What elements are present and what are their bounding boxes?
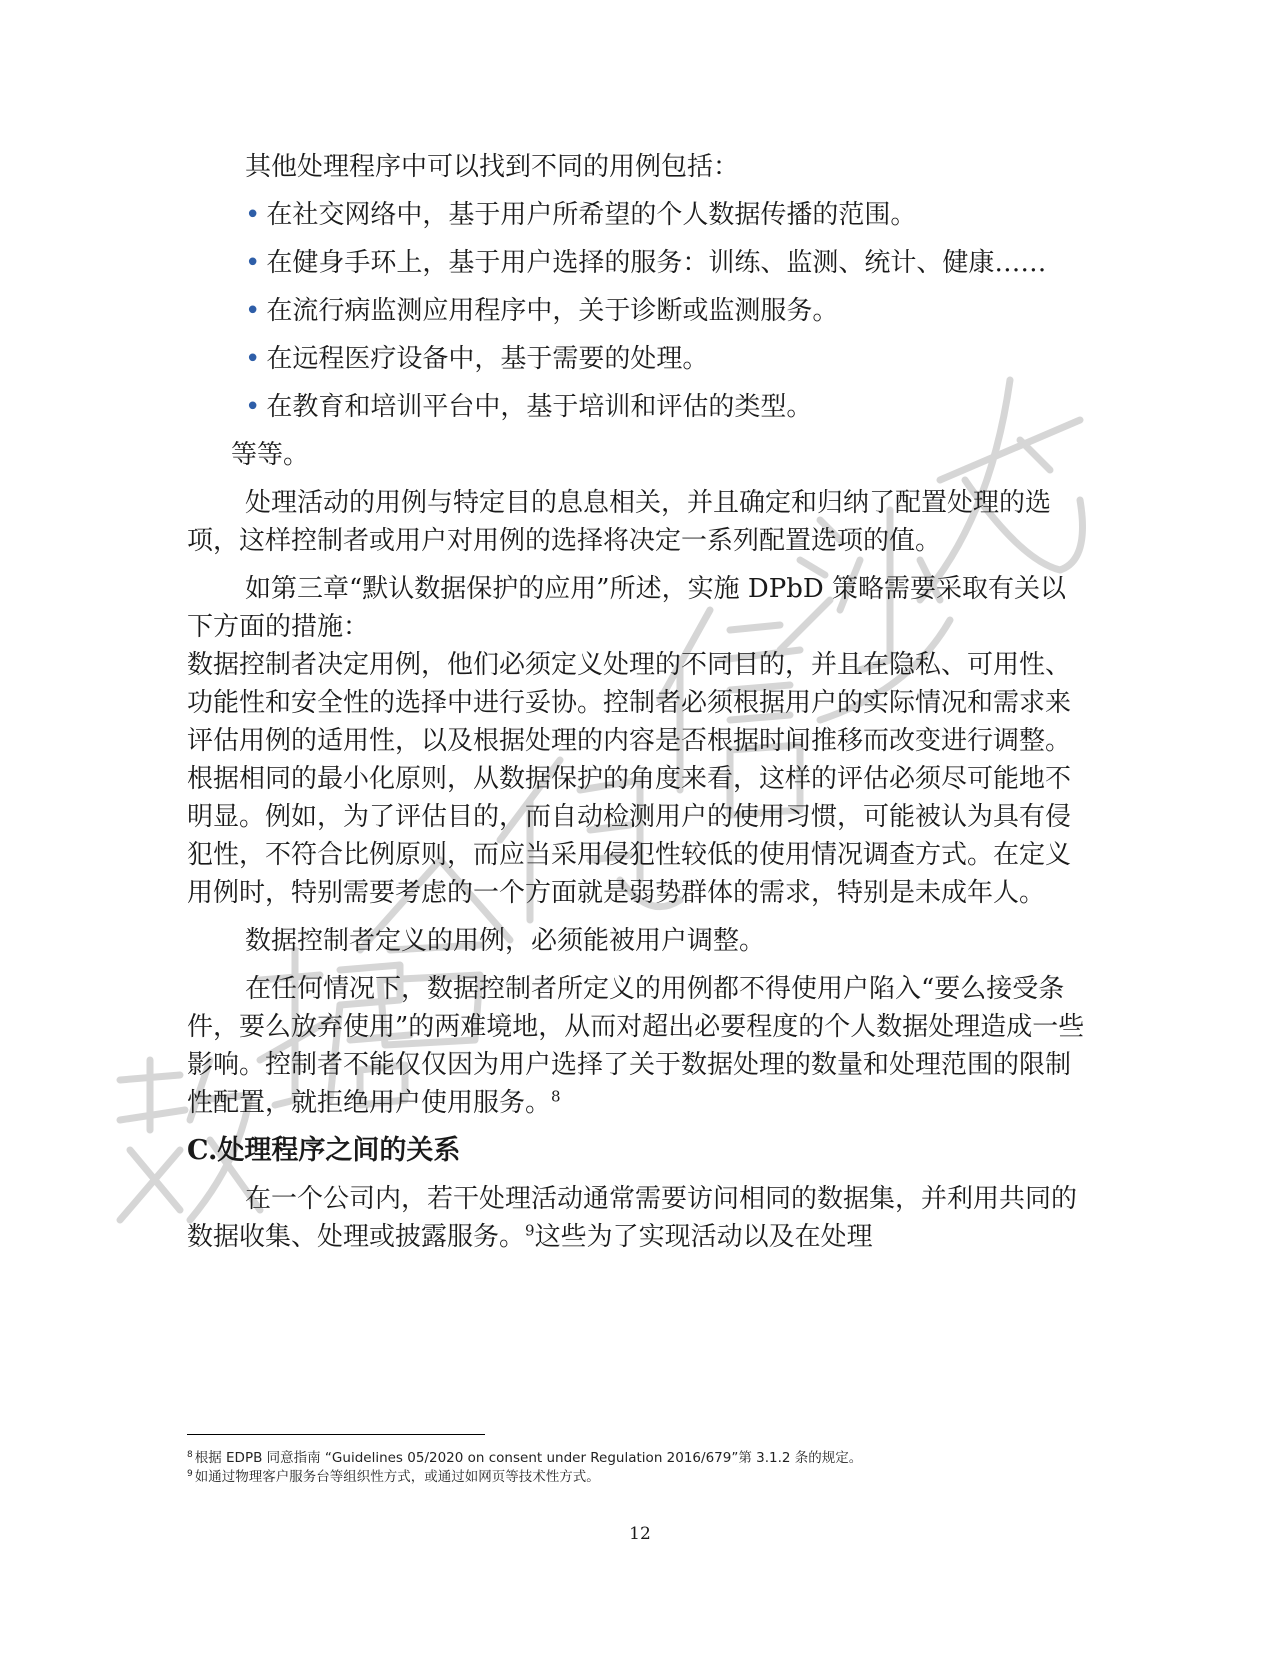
bullet-icon: • [245, 344, 261, 374]
body-text [187, 148, 1087, 1256]
intro-paragraph: 其他处理程序中可以找到不同的用例包括： [245, 152, 740, 182]
bullet-icon: • [245, 392, 261, 422]
footnote-9: $^9$ 如通过物理客户服务台等组织性方式，或通过如网页等技术性方式。 [187, 1468, 600, 1485]
bullet-icon: • [245, 200, 261, 230]
section-heading: C.处理程序之间的关系 [187, 1135, 461, 1166]
paragraph-controller: 数据控制者决定用例，他们必须定义处理的不同目的，并且在隐私、可用性、功能性和安全性的选择中进行妥协。控制者必须根据用户的实际情况和需求来评估用例的适用性，以及根据处理的内容是否根据时间推移而改变进行调整。根据相同的最小化原则，从数据保护的角度来看，这样的评估必须尽可能地不明显。例如，为了评估目的，而自动检测用户的使用习惯，可能被认为具有侵犯性，不符合比例原则，而应当采用侵犯性较低的使用情况调查方式。在定义用例时，特别需要考虑的一个方面就是弱势群体的需求，特别是未成年人。 [187, 650, 1072, 908]
paragraph-relationship: 在一个公司内，若干处理活动通常需要访问相同的数据集，并利用共同的数据收集、处理或披露服务。$^9$这些为了实现活动以及在处理 [187, 1184, 1078, 1252]
footnotes [187, 1449, 1087, 1487]
footnote-ref-8[interactable]: 8 [551, 1087, 561, 1106]
list-item: • 在健身手环上，基于用户选择的服务：训练、监测、统计、健康…… [245, 248, 1047, 278]
list-item: • 在流行病监测应用程序中，关于诊断或监测服务。 [245, 296, 839, 326]
footnote-divider [187, 1434, 485, 1435]
bullet-icon: • [245, 296, 261, 326]
list-item: • 在社交网络中，基于用户所希望的个人数据传播的范围。 [245, 200, 917, 230]
list-item: • 在远程医疗设备中，基于需要的处理。 [245, 344, 709, 374]
paragraph-adjustable: 数据控制者定义的用例，必须能被用户调整。 [245, 926, 766, 956]
bullet-icon: • [245, 248, 261, 278]
etc-text: 等等。 [231, 440, 310, 470]
page-number: 12 [629, 1524, 651, 1544]
footnote-8: $^8$ 根据 EDPB 同意指南 “Guidelines 05/2020 on consent under Regulation 2016/679”第 3.1.2 条的规定。 [187, 1449, 863, 1466]
list-item: • 在教育和培训平台中，基于培训和评估的类型。 [245, 392, 813, 422]
paragraph-dpbd-lead: 如第三章“默认数据保护的应用”所述，实施 DPbD 策略需要采取有关以下方面的措施： [187, 574, 1066, 642]
footnote-ref-9[interactable]: 9 [525, 1221, 535, 1240]
paragraph-use-cases: 处理活动的用例与特定目的息息相关，并且确定和归纳了配置处理的选项，这样控制者或用户对用例的选择将决定一系列配置选项的值。 [187, 488, 1052, 556]
paragraph-take-it-or-leave-it: 在任何情况下，数据控制者所定义的用例都不得使用户陷入“要么接受条件，要么放弃使用”的两难境地，从而对超出必要程度的个人数据处理造成一些影响。控制者不能仅仅因为用户选择了关于数据处理的数量和处理范围的限制性配置，就拒绝用户使用服务。$^8$ [187, 974, 1085, 1118]
